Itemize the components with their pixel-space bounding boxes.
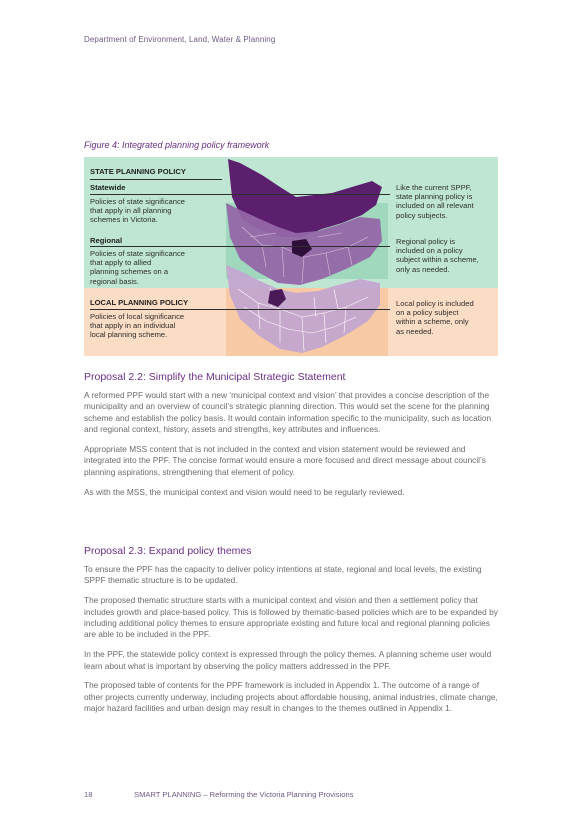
figure-caption: Figure 4: Integrated planning policy framework: [84, 140, 270, 150]
paragraph: A reformed PPF would start with a new ‘municipal context and vision’ that provides a concise description of the municipality and an overview of council’s strategic planning direction. This would set the scene for the planning scheme and establish the policy basis. It would contain information specific to the municipality, such as location and regional context, history, assets and strengths, key attributes and influences.: [84, 390, 492, 435]
proposal-2-3-body: [84, 564, 498, 723]
paragraph: As with the MSS, the municipal context and vision would need to be regularly reviewed.: [84, 486, 405, 497]
paragraph: The proposed table of contents for the PPF framework is included in Appendix 1. The outcome of a range of other projects currently underway, including projects about affordable housing, animal industries, climate change, major hazard facilities and urban design may result in changes to the themes outlined in Appendix 1.: [84, 680, 498, 714]
local-planning-policy-heading: LOCAL PLANNING POLICY: [90, 298, 189, 307]
paragraph: The proposed thematic structure starts with a municipal context and vision and then a settlement policy that includes growth and place-based policy. This is followed by thematic-based policies which are to be expanded by including additional policy themes to ensure appropriate existing and future local and regional planning policies are able to be included in the PPF.: [84, 595, 498, 640]
regional-policy-note: Regional policy is included on a policy subject within a scheme, only as needed.: [396, 237, 479, 274]
regional-pointer-line: [90, 246, 390, 247]
proposal-2-2-title: Proposal 2.2: Simplify the Municipal Strategic Statement: [84, 371, 346, 383]
regional-label: Regional: [90, 236, 123, 245]
state-policy-note: Like the current SPPF, state planning policy is included on all relevant policy subjects.: [396, 183, 474, 220]
statewide-label: Statewide: [90, 183, 126, 192]
divider-state-heading: [90, 179, 222, 180]
planning-policy-figure: [84, 157, 498, 356]
victoria-map-illustration: [222, 157, 388, 356]
page-number: 18: [84, 790, 93, 799]
statewide-description: Policies of state significance that apply in all planning schemes in Victoria.: [90, 197, 185, 225]
proposal-2-2-body: [84, 390, 498, 506]
local-pointer-line: [90, 309, 390, 310]
regional-description: Policies of state significance that apply to allied planning schemes on a regional basis.: [90, 249, 185, 286]
statewide-pointer-line: [90, 194, 390, 195]
footer-title: SMART PLANNING – Reforming the Victoria Planning Provisions: [134, 790, 354, 799]
paragraph: Appropriate MSS content that is not included in the context and vision statement would be reviewed and integrated into the PPF. The concise format would ensure a more focused and direct message about council’s planning aspirations, strengthening that element of policy.: [84, 444, 486, 477]
proposal-2-3-title: Proposal 2.3: Expand policy themes: [84, 545, 252, 557]
state-planning-policy-heading: STATE PLANNING POLICY: [90, 167, 186, 176]
paragraph: To ensure the PPF has the capacity to deliver policy intentions at state, regional and local levels, the existing SPPF thematic structure is to be updated.: [84, 564, 482, 586]
local-policy-note: Local policy is included on a policy subject within a scheme, only as needed.: [396, 299, 474, 336]
local-description: Policies of local significance that apply in an individual local planning scheme.: [90, 312, 185, 340]
paragraph: In the PPF, the statewide policy context is expressed through the policy themes. A planning scheme user would learn about what is important by observing the policy matters addressed in the PPF.: [84, 649, 492, 671]
document-header: Department of Environment, Land, Water & Planning: [84, 35, 276, 44]
